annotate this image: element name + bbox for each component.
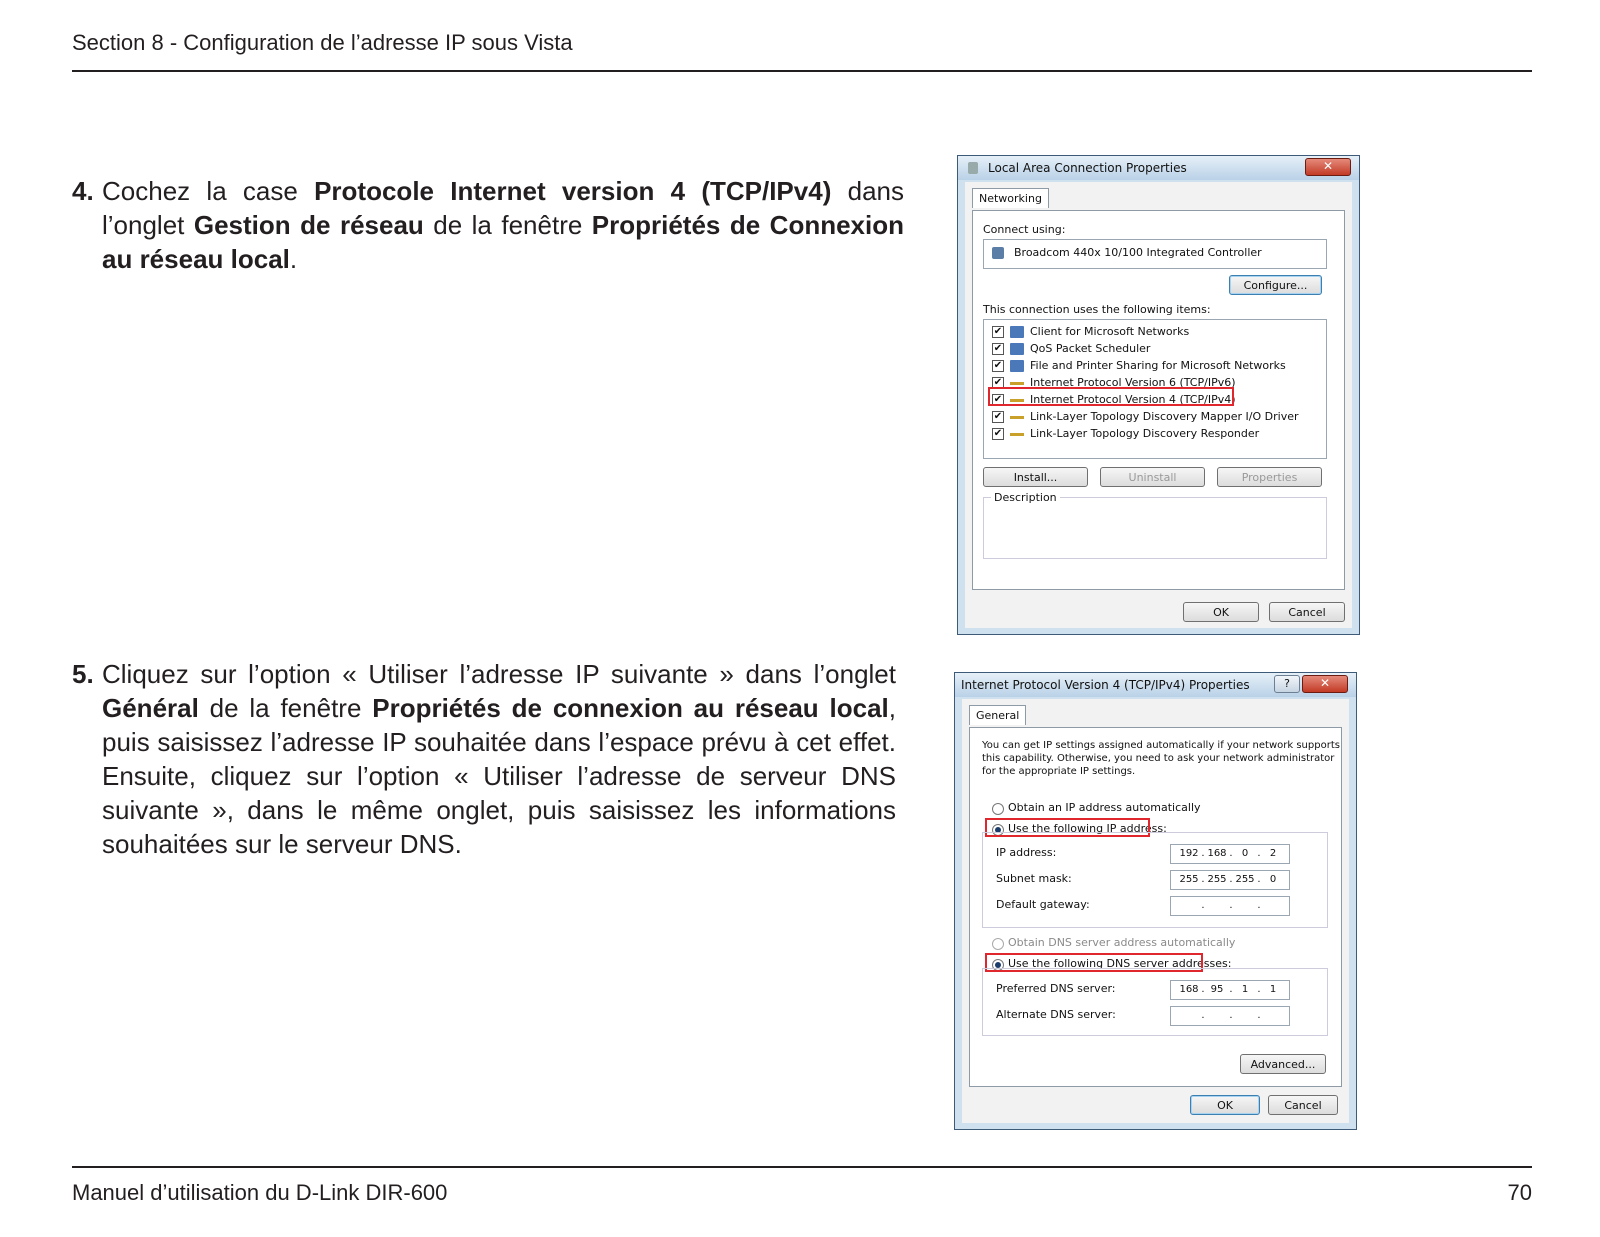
ip-dot: . — [1201, 984, 1205, 995]
ip-dot: . — [1201, 1010, 1205, 1021]
tab-general[interactable]: General — [969, 705, 1026, 725]
title-bar[interactable] — [955, 673, 1356, 697]
advanced-button[interactable]: Advanced... — [1240, 1054, 1326, 1074]
step-5 — [72, 657, 896, 861]
network-client-icon — [1010, 326, 1024, 338]
use-dns-label: Use the following DNS server addresses: — [1008, 957, 1232, 970]
ip-address-field[interactable] — [1170, 844, 1290, 864]
item-checkbox[interactable]: ✔ — [993, 394, 1003, 405]
ip-octet: 255 — [1235, 874, 1255, 885]
step-number: 5. — [72, 659, 94, 689]
cancel-button[interactable]: Cancel — [1269, 602, 1345, 622]
manual-title: Manuel d’utilisation du D-Link DIR-600 — [72, 1180, 448, 1205]
ip-dot: . — [1201, 900, 1205, 911]
adapter-name: Broadcom 440x 10/100 Integrated Controller — [1014, 246, 1262, 259]
dialog-body — [965, 182, 1352, 628]
page-header: Section 8 - Configuration de l’adresse IP sous Vista — [72, 30, 573, 55]
adapter-field — [983, 239, 1327, 269]
ip-dot: . — [1229, 1010, 1233, 1021]
ip-dot: . — [1229, 900, 1233, 911]
ipv4-properties-dialog — [954, 672, 1357, 1130]
ip-octet: 168 — [1179, 984, 1199, 995]
item-checkbox[interactable]: ✔ — [993, 411, 1003, 422]
ip-dot: . — [1229, 848, 1233, 859]
intro-line-1: You can get IP settings assigned automatically if your network supports — [982, 740, 1340, 751]
header-rule — [72, 70, 1532, 72]
ip-dot: . — [1201, 874, 1205, 885]
ip-dot: . — [1257, 874, 1261, 885]
ok-button[interactable]: OK — [1190, 1095, 1260, 1115]
item-checkbox[interactable]: ✔ — [993, 377, 1003, 388]
tab-networking[interactable]: Networking — [972, 188, 1049, 208]
item-label: Internet Protocol Version 4 (TCP/IPv4) — [1030, 393, 1236, 406]
item-label: Link-Layer Topology Discovery Mapper I/O Driver — [1030, 410, 1299, 423]
obtain-dns-radio[interactable] — [992, 938, 1004, 950]
items-list — [983, 319, 1327, 459]
item-label: Internet Protocol Version 6 (TCP/IPv6) — [1030, 376, 1236, 389]
item-checkbox[interactable]: ✔ — [993, 360, 1003, 371]
connect-using-label: Connect using: — [983, 223, 1066, 236]
item-checkbox[interactable]: ✔ — [993, 326, 1003, 337]
install-button[interactable]: Install... — [983, 467, 1088, 487]
ip-dot: . — [1257, 848, 1261, 859]
obtain-ip-radio[interactable] — [992, 803, 1004, 815]
alternate-dns-field[interactable] — [1170, 1006, 1290, 1026]
cancel-button[interactable]: Cancel — [1268, 1095, 1338, 1115]
ip-dot: . — [1257, 900, 1261, 911]
step-text: Cochez la case Protocole Internet version 4 (TCP/IPv4) dans l’onglet Gestion de réseau de la fenêtre Propriétés de Connexion au réseau local. — [102, 176, 904, 274]
items-label: This connection uses the following items: — [983, 303, 1211, 316]
subnet-mask-field[interactable] — [1170, 870, 1290, 890]
ip-dot: . — [1201, 848, 1205, 859]
close-button[interactable]: ✕ — [1302, 675, 1348, 693]
help-button[interactable]: ? — [1274, 675, 1300, 693]
ip-octet: 1 — [1241, 984, 1249, 995]
intro-line-2: this capability. Otherwise, you need to ask your network administrator — [982, 753, 1335, 764]
step-number: 4. — [72, 176, 94, 206]
ip-octet: 95 — [1210, 984, 1224, 995]
ip-octet: 1 — [1269, 984, 1277, 995]
ip-dot: . — [1257, 1010, 1261, 1021]
ip-octet: 168 — [1207, 848, 1227, 859]
ip-octet: 255 — [1179, 874, 1199, 885]
protocol-icon — [1010, 433, 1024, 436]
alternate-dns-label: Alternate DNS server: — [996, 1008, 1116, 1021]
ipv4-highlight — [988, 387, 1234, 406]
step-text: Cliquez sur l’option « Utiliser l’adresse IP suivante » dans l’onglet Général de la fenêtre Propriétés de connexion au réseau local, puis saisissez l’adresse IP souhaitée dans l’espace prévu à cet effet. Ensuite, cliquez sur l’option « Utiliser l’adresse de serveur DNS suivante », dans le même onglet, puis saisissez les informations souhaitées sur le serveur DNS. — [102, 659, 896, 859]
ip-octet: 255 — [1207, 874, 1227, 885]
default-gateway-field[interactable] — [1170, 896, 1290, 916]
footer-rule — [72, 1166, 1532, 1168]
configure-button[interactable]: Configure... — [1229, 275, 1322, 295]
network-icon — [968, 162, 978, 174]
description-group — [983, 497, 1327, 559]
network-service-icon — [1010, 343, 1024, 355]
ip-dot: . — [1229, 984, 1233, 995]
lan-properties-dialog — [957, 155, 1360, 635]
item-label: Client for Microsoft Networks — [1030, 325, 1190, 338]
default-gateway-label: Default gateway: — [996, 898, 1090, 911]
adapter-icon — [992, 247, 1004, 259]
obtain-dns-label: Obtain DNS server address automatically — [1008, 936, 1236, 949]
use-ip-label: Use the following IP address: — [1008, 822, 1167, 835]
dialog-title: Local Area Connection Properties — [988, 161, 1187, 175]
ok-button[interactable]: OK — [1183, 602, 1259, 622]
ip-dot: . — [1229, 874, 1233, 885]
description-label: Description — [991, 491, 1060, 504]
properties-button[interactable]: Properties — [1217, 467, 1322, 487]
protocol-icon — [1010, 416, 1024, 419]
page-number: 70 — [1507, 1180, 1532, 1205]
item-label: Link-Layer Topology Discovery Responder — [1030, 427, 1260, 440]
item-label: QoS Packet Scheduler — [1030, 342, 1151, 355]
subnet-mask-label: Subnet mask: — [996, 872, 1072, 885]
ip-dot: . — [1257, 984, 1261, 995]
title-bar[interactable] — [958, 156, 1359, 180]
ip-octet: 192 — [1179, 848, 1199, 859]
networking-tab-page — [972, 210, 1345, 590]
ip-octet: 0 — [1269, 874, 1277, 885]
protocol-icon — [1010, 382, 1024, 385]
obtain-ip-label: Obtain an IP address automatically — [1008, 801, 1201, 814]
dialog-title: Internet Protocol Version 4 (TCP/IPv4) Properties — [961, 678, 1250, 692]
dialog-body — [962, 699, 1349, 1123]
uninstall-button[interactable]: Uninstall — [1100, 467, 1205, 487]
ip-address-label: IP address: — [996, 846, 1057, 859]
network-service-icon — [1010, 360, 1024, 372]
item-label: File and Printer Sharing for Microsoft Networks — [1030, 359, 1286, 372]
item-checkbox[interactable]: ✔ — [993, 428, 1003, 439]
general-tab-page — [969, 727, 1342, 1087]
intro-line-3: for the appropriate IP settings. — [982, 766, 1136, 777]
preferred-dns-field[interactable] — [1170, 980, 1290, 1000]
close-button[interactable]: ✕ — [1305, 158, 1351, 176]
step-4 — [72, 174, 904, 276]
ip-octet: 2 — [1269, 848, 1277, 859]
item-checkbox[interactable]: ✔ — [993, 343, 1003, 354]
ip-octet: 0 — [1241, 848, 1249, 859]
preferred-dns-label: Preferred DNS server: — [996, 982, 1116, 995]
